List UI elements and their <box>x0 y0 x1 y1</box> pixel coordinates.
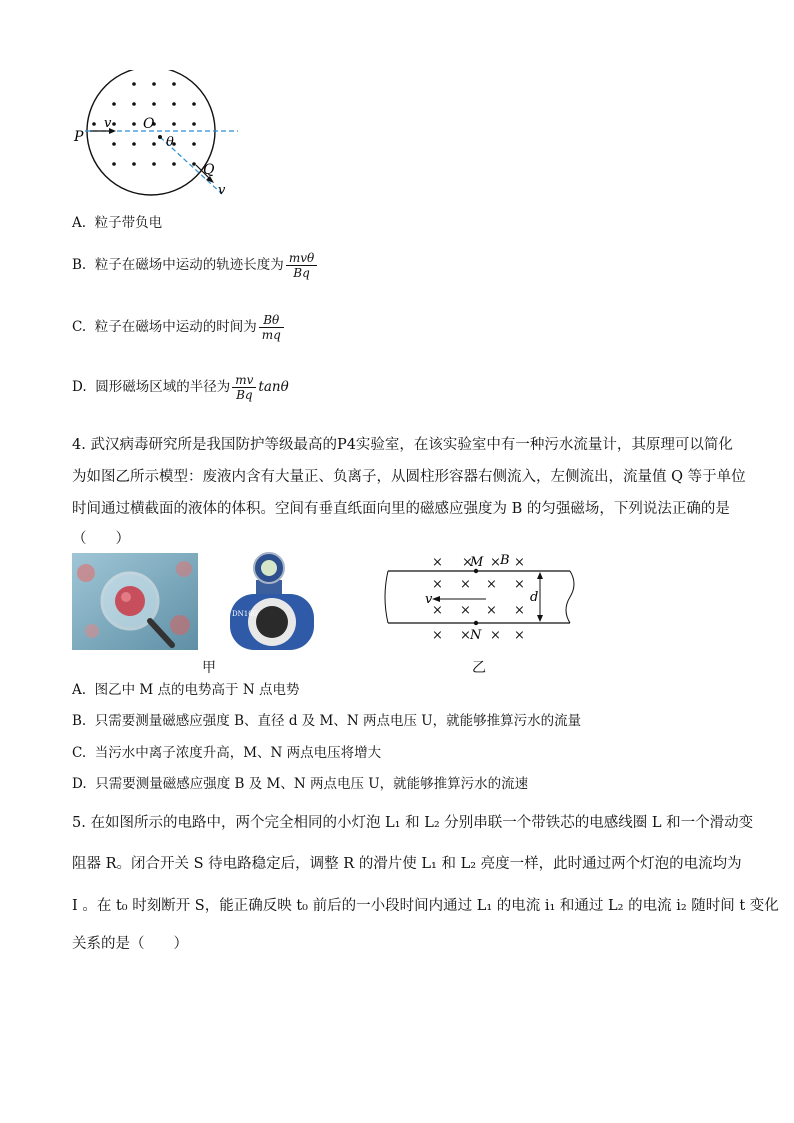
field-cross: × <box>514 555 525 570</box>
field-dot <box>92 122 96 126</box>
field-dot <box>152 102 156 106</box>
field-dot <box>172 102 176 106</box>
q5-line-2: 阻器 R。闭合开关 S 待电路稳定后，调整 R 的滑片使 L₁ 和 L₂ 亮度一样，此时通过两个灯泡的电流均为 <box>72 856 742 872</box>
field-cross: × <box>460 603 471 618</box>
label-v1: v <box>104 116 112 131</box>
q4-line-3: 时间通过横截面的液体的体积。空间有垂直纸面向里的磁感应强度为 B 的匀强磁场，下列说法正确的是 <box>72 501 730 517</box>
label-q: Q <box>203 162 215 178</box>
field-cross: × <box>486 577 497 592</box>
q5-line-4: 关系的是（ ） <box>72 936 188 952</box>
field-cross: × <box>432 603 443 618</box>
q3-option-b: B. 粒子在磁场中运动的轨迹长度为 $\frac{\text{mvθ}}{Bq}$ <box>72 251 319 280</box>
q4-line-2: 为如图乙所示模型：废液内含有大量正、负离子，从圆柱形容器右侧流入，左侧流出，流量值 Q 等于单位 <box>72 469 746 485</box>
q4-line-4: （ ） <box>72 531 130 547</box>
field-dot <box>152 142 156 146</box>
field-dot <box>112 102 116 106</box>
field-cross: × <box>460 628 471 643</box>
figure-jia-caption: 甲 <box>202 660 216 676</box>
field-cross: × <box>432 577 443 592</box>
field-dot <box>132 142 136 146</box>
label-m: M <box>470 555 484 570</box>
figure-yi-caption: 乙 <box>472 660 486 676</box>
field-dot <box>132 102 136 106</box>
field-dot <box>192 162 196 166</box>
device-label: DN100 <box>232 610 258 618</box>
label-o: O <box>143 116 155 132</box>
q3-option-c: C. 粒子在磁场中运动的时间为 $\frac{B\theta}{mq}$ <box>72 313 286 342</box>
label-p: P <box>74 129 84 145</box>
field-cross: × <box>432 555 443 570</box>
field-cross: × <box>462 555 473 570</box>
circular-field-figure <box>70 70 250 200</box>
q4-option-a: A. 图乙中 M 点的电势高于 N 点电势 <box>72 682 300 698</box>
field-dot <box>132 162 136 166</box>
q5-line-3: I 。在 t₀ 时刻断开 S，能正确反映 t₀ 前后的一小段时间内通过 L₁ 的电流 i₁ 和通过 L₂ 的电流 i₂ 随时间 t 变化 <box>72 898 779 914</box>
q3-option-d: D. 圆形磁场区域的半径为 $\frac{mv}{Bq}$ tanθ <box>72 373 289 402</box>
field-cross: × <box>432 628 443 643</box>
q3-option-a: A. 粒子带负电 <box>72 215 163 231</box>
field-cross: × <box>490 628 501 643</box>
label-v2: v <box>218 183 226 198</box>
q4-line-1: 4. 武汉病毒研究所是我国防护等级最高的P4实验室，在该实验室中有一种污水流量计，其原理可以简化 <box>72 437 733 453</box>
field-dot <box>132 82 136 86</box>
field-dot <box>192 142 196 146</box>
pipe-figure <box>380 547 580 647</box>
field-dot <box>112 142 116 146</box>
field-cross: × <box>486 603 497 618</box>
field-dot <box>192 122 196 126</box>
label-v: v <box>425 592 433 607</box>
field-dot <box>112 122 116 126</box>
field-cross: × <box>514 577 525 592</box>
field-cross: × <box>514 628 525 643</box>
q4-option-b: B. 只需要测量磁感应强度 B、直径 d 及 M、N 两点电压 U，就能够推算污水的流量 <box>72 713 582 729</box>
field-cross: × <box>514 603 525 618</box>
q4-option-c: C. 当污水中离子浓度升高，M、N 两点电压将增大 <box>72 745 382 761</box>
field-cross: × <box>460 577 471 592</box>
field-dot <box>152 162 156 166</box>
flowmeter-photo <box>218 550 326 654</box>
q4-option-d: D. 只需要测量磁感应强度 B 及 M、N 两点电压 U，就能够推算污水的流速 <box>72 776 529 792</box>
label-theta: θ <box>166 135 174 150</box>
field-dot <box>172 162 176 166</box>
q5-line-1: 5. 在如图所示的电路中，两个完全相同的小灯泡 L₁ 和 L₂ 分别串联一个带铁芯的电感线圈 L 和一个滑动变 <box>72 815 754 831</box>
field-dot <box>132 122 136 126</box>
field-dot <box>152 82 156 86</box>
field-dot <box>172 82 176 86</box>
field-cross: × <box>490 555 501 570</box>
virus-photo <box>72 553 198 650</box>
field-dot <box>192 102 196 106</box>
field-dot <box>112 162 116 166</box>
label-b: B <box>500 553 510 568</box>
label-d: d <box>530 590 539 605</box>
label-n: N <box>470 628 482 643</box>
field-dot <box>172 122 176 126</box>
